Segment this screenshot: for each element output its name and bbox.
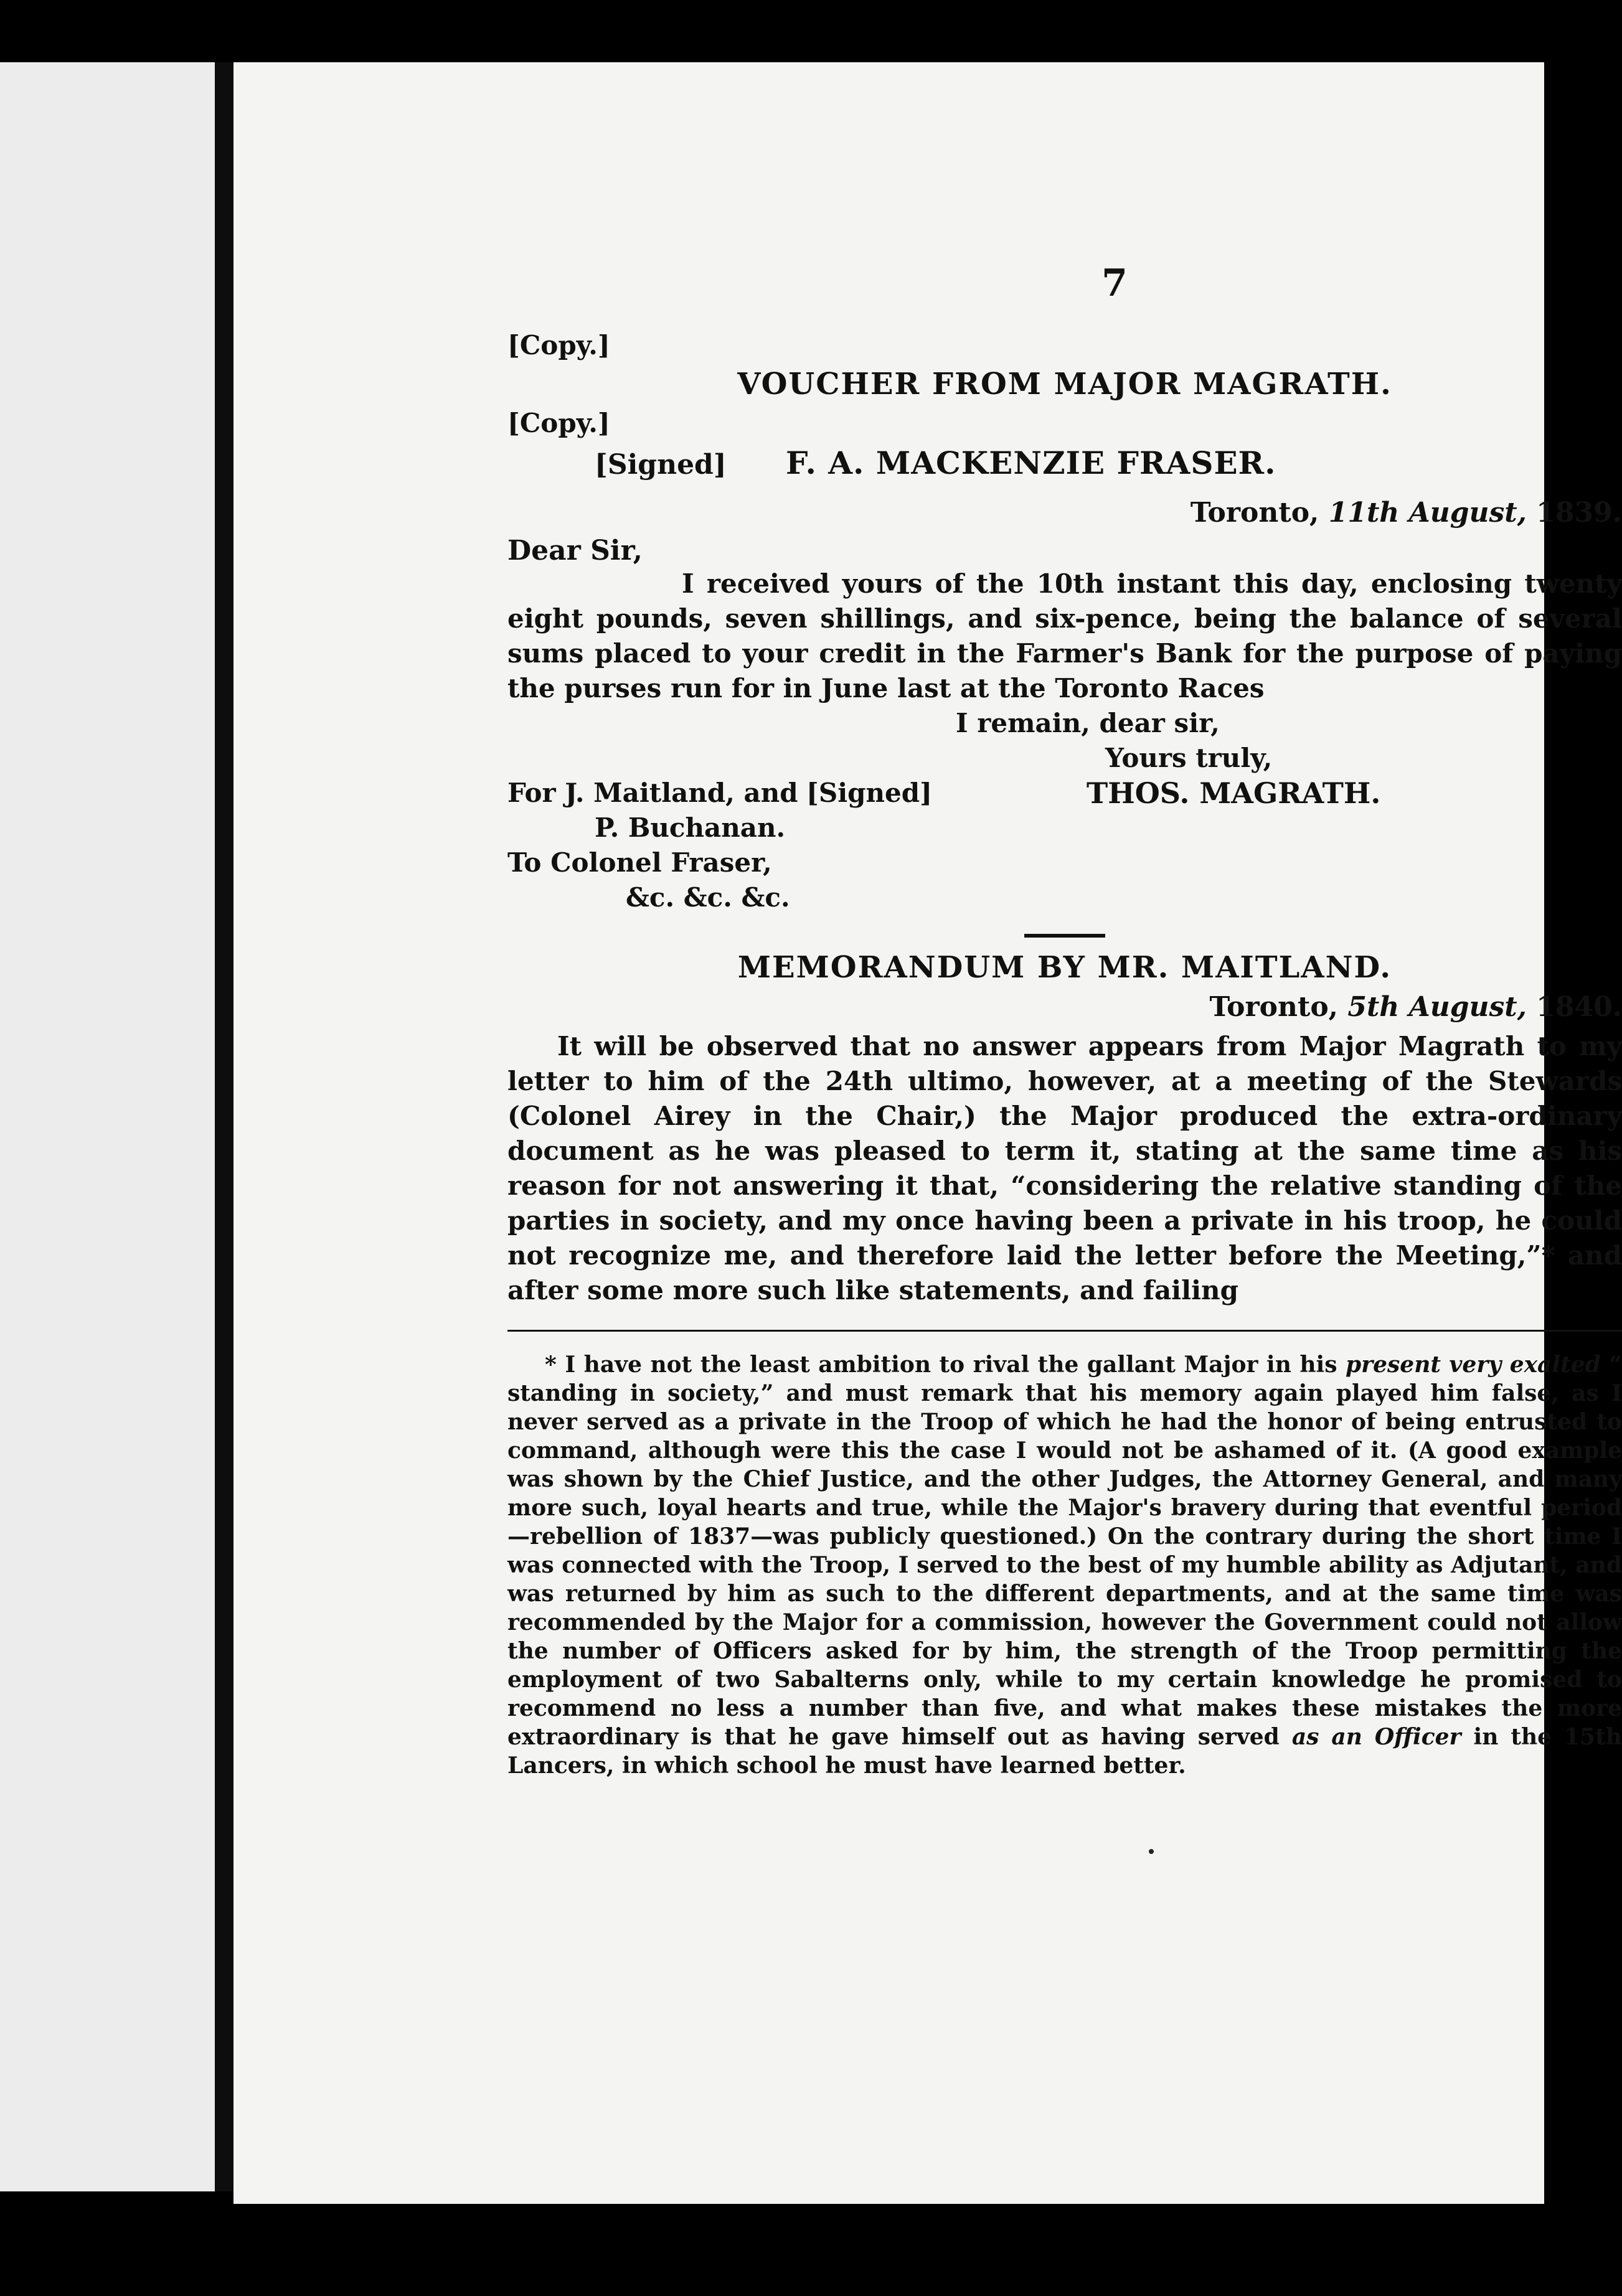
for-line: For J. Maitland, and — [507, 778, 798, 808]
page-content — [507, 261, 1622, 1780]
signed-label: [Signed] — [806, 778, 933, 808]
copy-label: [Copy.] — [507, 330, 610, 360]
memo-date: 5th August, — [1347, 991, 1527, 1023]
letter-salutation: Dear Sir, — [507, 535, 643, 567]
footnote — [507, 1350, 1622, 1780]
signed-label: [Signed] — [595, 449, 727, 481]
letter-date: 11th August, — [1328, 497, 1527, 529]
memo-year: 1840. — [1536, 991, 1622, 1023]
letter-place: Toronto, — [1190, 497, 1319, 529]
facing-page-edge — [0, 62, 215, 2191]
signer-name: F. A. MACKENZIE FRASER. — [785, 445, 1276, 481]
letter-year: 1839. — [1536, 497, 1622, 529]
memo-place: Toronto, — [1209, 991, 1339, 1023]
ink-dot — [1149, 1849, 1154, 1854]
signer-name: THOS. MAGRATH. — [1087, 776, 1381, 810]
letter-closing: I remain, dear sir, — [956, 708, 1220, 738]
document-page — [233, 62, 1622, 2204]
voucher-heading: VOUCHER FROM MAJOR MAGRATH. — [737, 367, 1392, 402]
footnote-italic: present very exalted — [1345, 1352, 1601, 1378]
letter-closing-2: Yours truly, — [1105, 743, 1273, 773]
section-divider — [1024, 934, 1105, 938]
to-line: To Colonel Fraser, — [507, 847, 772, 878]
memorandum-heading: MEMORANDUM BY MR. MAITLAND. — [737, 950, 1392, 985]
memo-body: It will be observed that no answer appears from Major Magrath to my letter to him of the 24th ultimo, however, at a meeting of the Stewards (Colonel Airey in the Chair,) the Major produced the extra-ordinary document as he was pleased to term it, stating at the same time as his reason for not answering it that, “considering the relative standing of the parties in society, and my once having been a private in his troop, he could not recognize me, and therefore laid the letter before the Meeting,”* and after some more such like statements, and failing — [507, 1031, 1622, 1306]
fraser-signature-line — [595, 445, 1622, 481]
footnote-text: in the 15th Lancers, in which school he must have learned better. — [507, 1724, 1622, 1779]
page-number: 7 — [1101, 261, 1128, 305]
book-spine — [215, 62, 233, 2191]
copy-label: [Copy.] — [507, 408, 610, 438]
for-line-2: P. Buchanan. — [595, 812, 786, 843]
footnote-italic: as an Officer — [1291, 1724, 1461, 1750]
letter-body: I received yours of the 10th instant this day, enclosing twenty eight pounds, seven shillings, and six-pence, being the balance of several sums placed to your credit in the Farmer's Bank for the purpose of paying the purses run for in June last at the Toronto Races — [507, 568, 1622, 703]
footnote-text: “ standing in society,” and must remark that his memory again played him false, as I never served as a private in the Troop of which he had the honor of being entrusted to command, although were this the case I would not be ashamed of it. (A good example was shown by the Chief Justice, and the other Judges, the Attorney General, and many more such, loyal hearts and true, while the Major's bravery during that eventful period—rebellion of 1837—was publicly questioned.) On the contrary during the short time I was connected with the Troop, I served to the best of my humble ability as Adjutant, and was returned by him as such to the different departments, and at the same time was recommended by the Major for a commission, however the Government could not allow the number of Officers asked for by him, the strength of the Troop permitting the employment of two Sabalterns only, while to my certain knowledge he promised to recommend no less a number than five, and what makes these mistakes the more extraordinary is that he gave himself out as having served — [507, 1352, 1622, 1750]
memo-dateline — [507, 991, 1622, 1023]
footnote-divider — [507, 1330, 1622, 1332]
letter-signature-row — [507, 776, 1622, 811]
etc-line: &c. &c. &c. — [626, 882, 790, 913]
letter-dateline — [507, 497, 1622, 529]
footnote-text: * I have not the least ambition to rival the gallant Major in his — [545, 1352, 1337, 1378]
